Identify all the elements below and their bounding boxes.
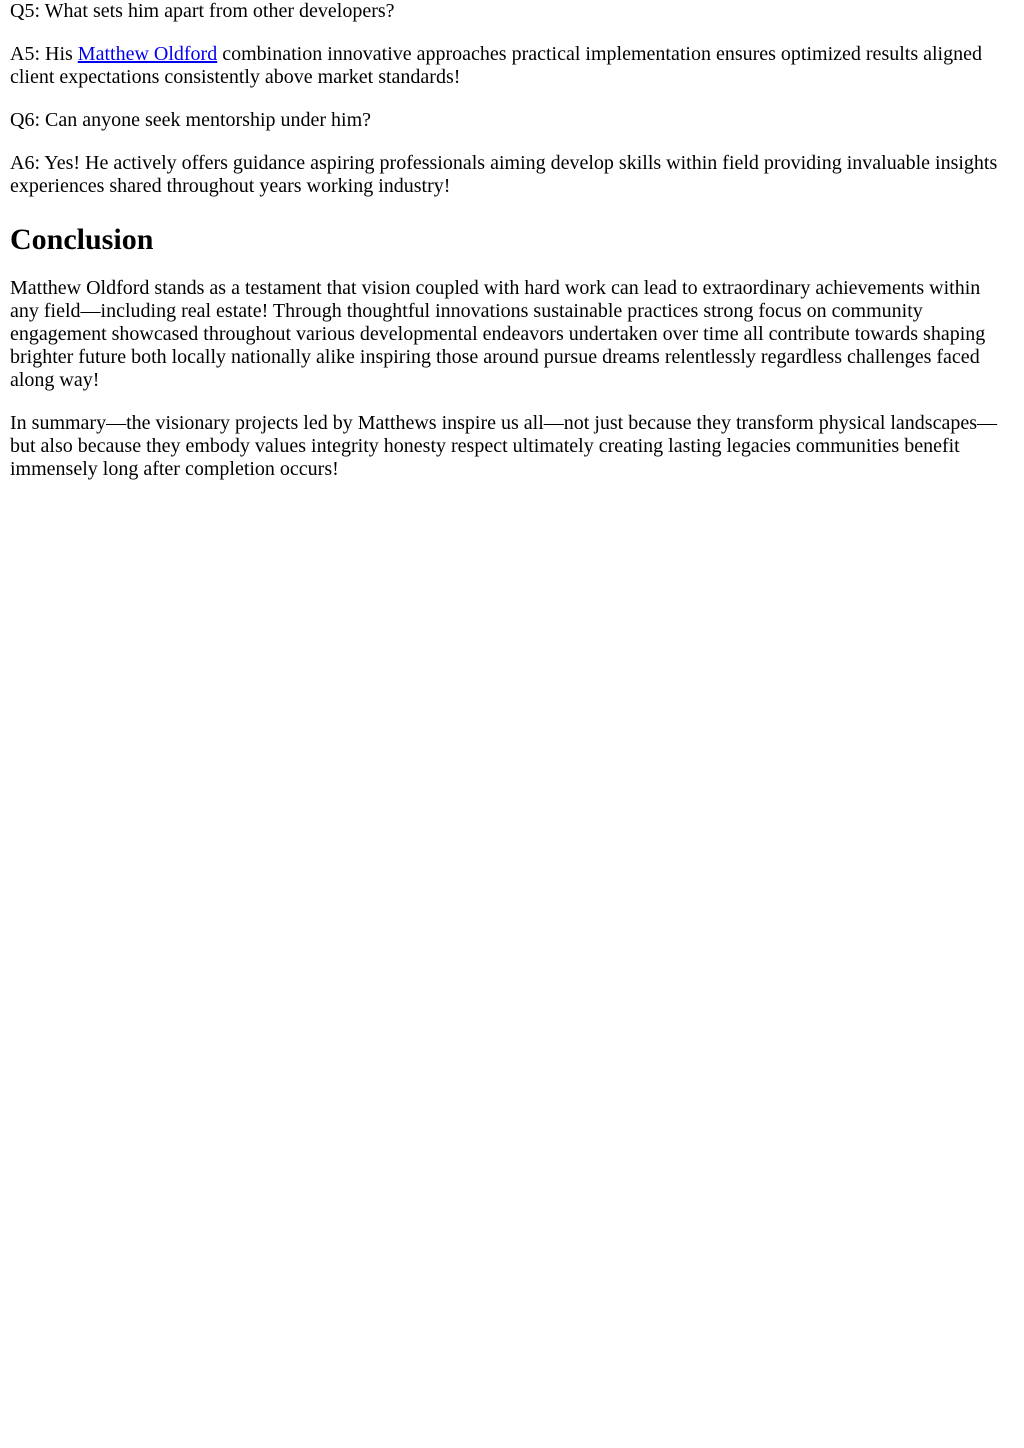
faq-question-5: Q5: What sets him apart from other developers? — [10, 0, 395, 22]
conclusion-heading: Conclusion — [10, 223, 154, 256]
faq-answer-5-prefix: A5: His — [10, 43, 78, 65]
matthew-oldford-link[interactable]: Matthew Oldford — [77, 43, 218, 65]
article-body — [0, 0, 1024, 481]
conclusion-paragraph-2: In summary—the visionary projects led by Matthews inspire us all—not just because they transform physical landscapes—but also because they embody values integrity honesty respect ultimately creating lasting legacies communities benefit immensely long after completion occurs! — [10, 412, 998, 480]
faq-answer-5-suffix: combination innovative approaches practical implementation ensures optimized results aligned client expectations consistently above market standards! — [10, 43, 982, 88]
faq-question-6: Q6: Can anyone seek mentorship under him? — [10, 109, 372, 131]
conclusion-paragraph-1: Matthew Oldford stands as a testament that vision coupled with hard work can lead to extraordinary achievements within any field—including real estate! Through thoughtful innovations sustainable practices strong focus on community engagement showcased throughout various developmental endeavors undertaken over time all contribute towards shaping brighter future both locally nationally alike inspiring those around pursue dreams relentlessly regardless challenges faced along way! — [10, 277, 986, 391]
faq-answer-5 — [10, 43, 1014, 89]
faq-answer-6: A6: Yes! He actively offers guidance aspiring professionals aiming develop skills within field providing invaluable insights experiences shared throughout years working industry! — [10, 152, 998, 197]
